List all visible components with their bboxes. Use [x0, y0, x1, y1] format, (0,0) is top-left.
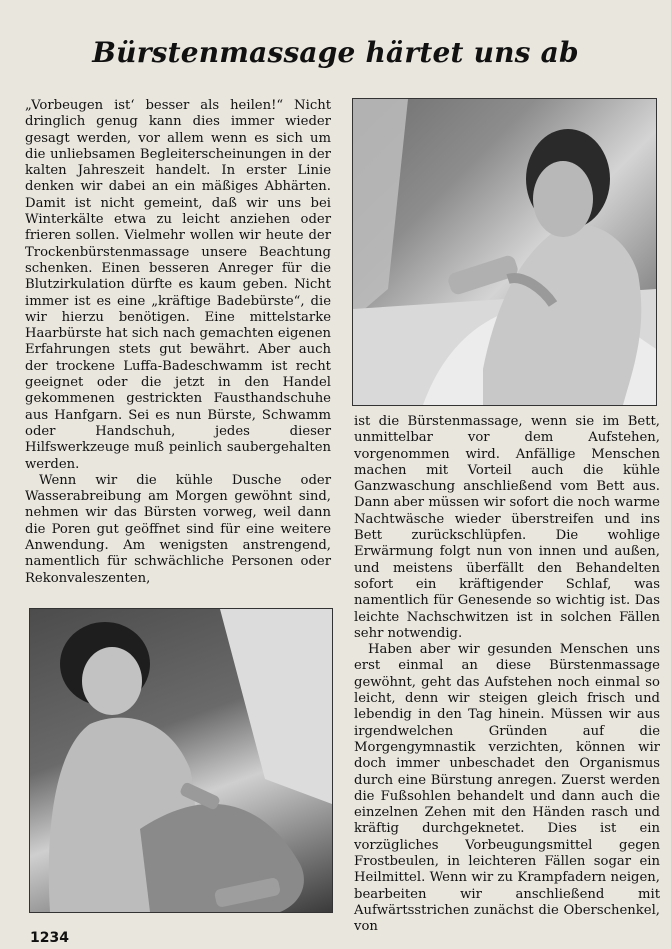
- paragraph: „Vorbeugen ist‘ besser als heilen!“ Nicht dringlich genug kann dies immer wieder gesagt werden, vor allem wenn es sich um die unliebsamen Begleiterscheinungen in der kalten Jahreszeit handelt. In erster Linie denken wir dabei an ein mäßiges Abhärten. Damit ist nicht gemeint, daß wir uns bei Winterkälte etwa zu leicht anziehen oder frieren sollen. Vielmehr wollen wir heute der Trockenbürstenmassage unsere Beachtung schenken. Einen besseren Anreger für die Blutzirkulation dürfte es kaum geben. Nicht immer ist es eine „kräftige Badebürste“, die wir hierzu benötigen. Eine mittelstarke Haarbürste hat sich nach gemachten eigenen Erfahrungen stets gut bewährt. Aber auch der trockene Luffa-Badeschwamm ist recht geeignet oder die jetzt in den Handel gekommenen gestrickten Fausthandschuhe aus Hanfgarn. Sei es nun Bürste, Schwamm oder Handschuh, jedes dieser Hilfswerkzeuge muß peinlich saubergehalten werden.: [25, 98, 331, 472]
- page-number: 1234: [30, 930, 69, 946]
- paragraph: Wenn wir die kühle Dusche oder Wasserabreibung am Morgen gewöhnt sind, nehmen wir das Bürsten vorweg, weil dann die Poren gut geöffnet sind für eine weitere Anwendung. Am wenigsten anstrengend, namentlich für schwächliche Personen oder Rekonvaleszenten,: [25, 472, 331, 586]
- article-title: Bürstenmassage härtet uns ab: [92, 36, 579, 69]
- photo-girl-brushing-legs: [29, 608, 333, 913]
- text-column-right: [354, 414, 660, 936]
- paragraph: ist die Bürstenmassage, wenn sie im Bett, unmittelbar vor dem Aufstehen, vorgenommen wird. Anfällige Menschen machen mit Vorteil auch die kühle Ganzwaschung anschließend vom Bett aus. Dann aber müssen wir sofort die noch warme Nachtwäsche wieder überstreifen und ins Bett zurückschlüpfen. Die wohlige Erwärmung folgt nun von innen und außen, und meistens überfällt den Behandelten sofort ein kräftigender Schlaf, was namentlich für Genesende so wichtig ist. Das leichte Nachschwitzen ist in solchen Fällen sehr notwendig.: [354, 414, 660, 641]
- text-column-left: [25, 98, 331, 587]
- photo-girl-in-bed-brushing: [352, 98, 657, 406]
- paragraph: Haben aber wir gesunden Menschen uns erst einmal an diese Bürstenmassage gewöhnt, geht das Aufstehen noch einmal so leicht, denn wir steigen gleich frisch und lebendig in den Tag hinein. Müssen wir aus irgendwelchen Gründen auf die Morgengymnastik verzichten, können wir doch immer unbeschadet den Organismus durch eine Bürstung anregen. Zuerst werden die Fußsohlen behandelt und dann auch die einzelnen Zehen mit den Händen rasch und kräftig durchgeknetet. Dies ist ein vorzügliches Vorbeugungsmittel gegen Frostbeulen, in leichteren Fällen sogar ein Heilmittel. Wenn wir zu Krampfadern neigen, bearbeiten wir anschließend mit Aufwärtsstrichen zunächst die Oberschenkel, von: [354, 642, 660, 935]
